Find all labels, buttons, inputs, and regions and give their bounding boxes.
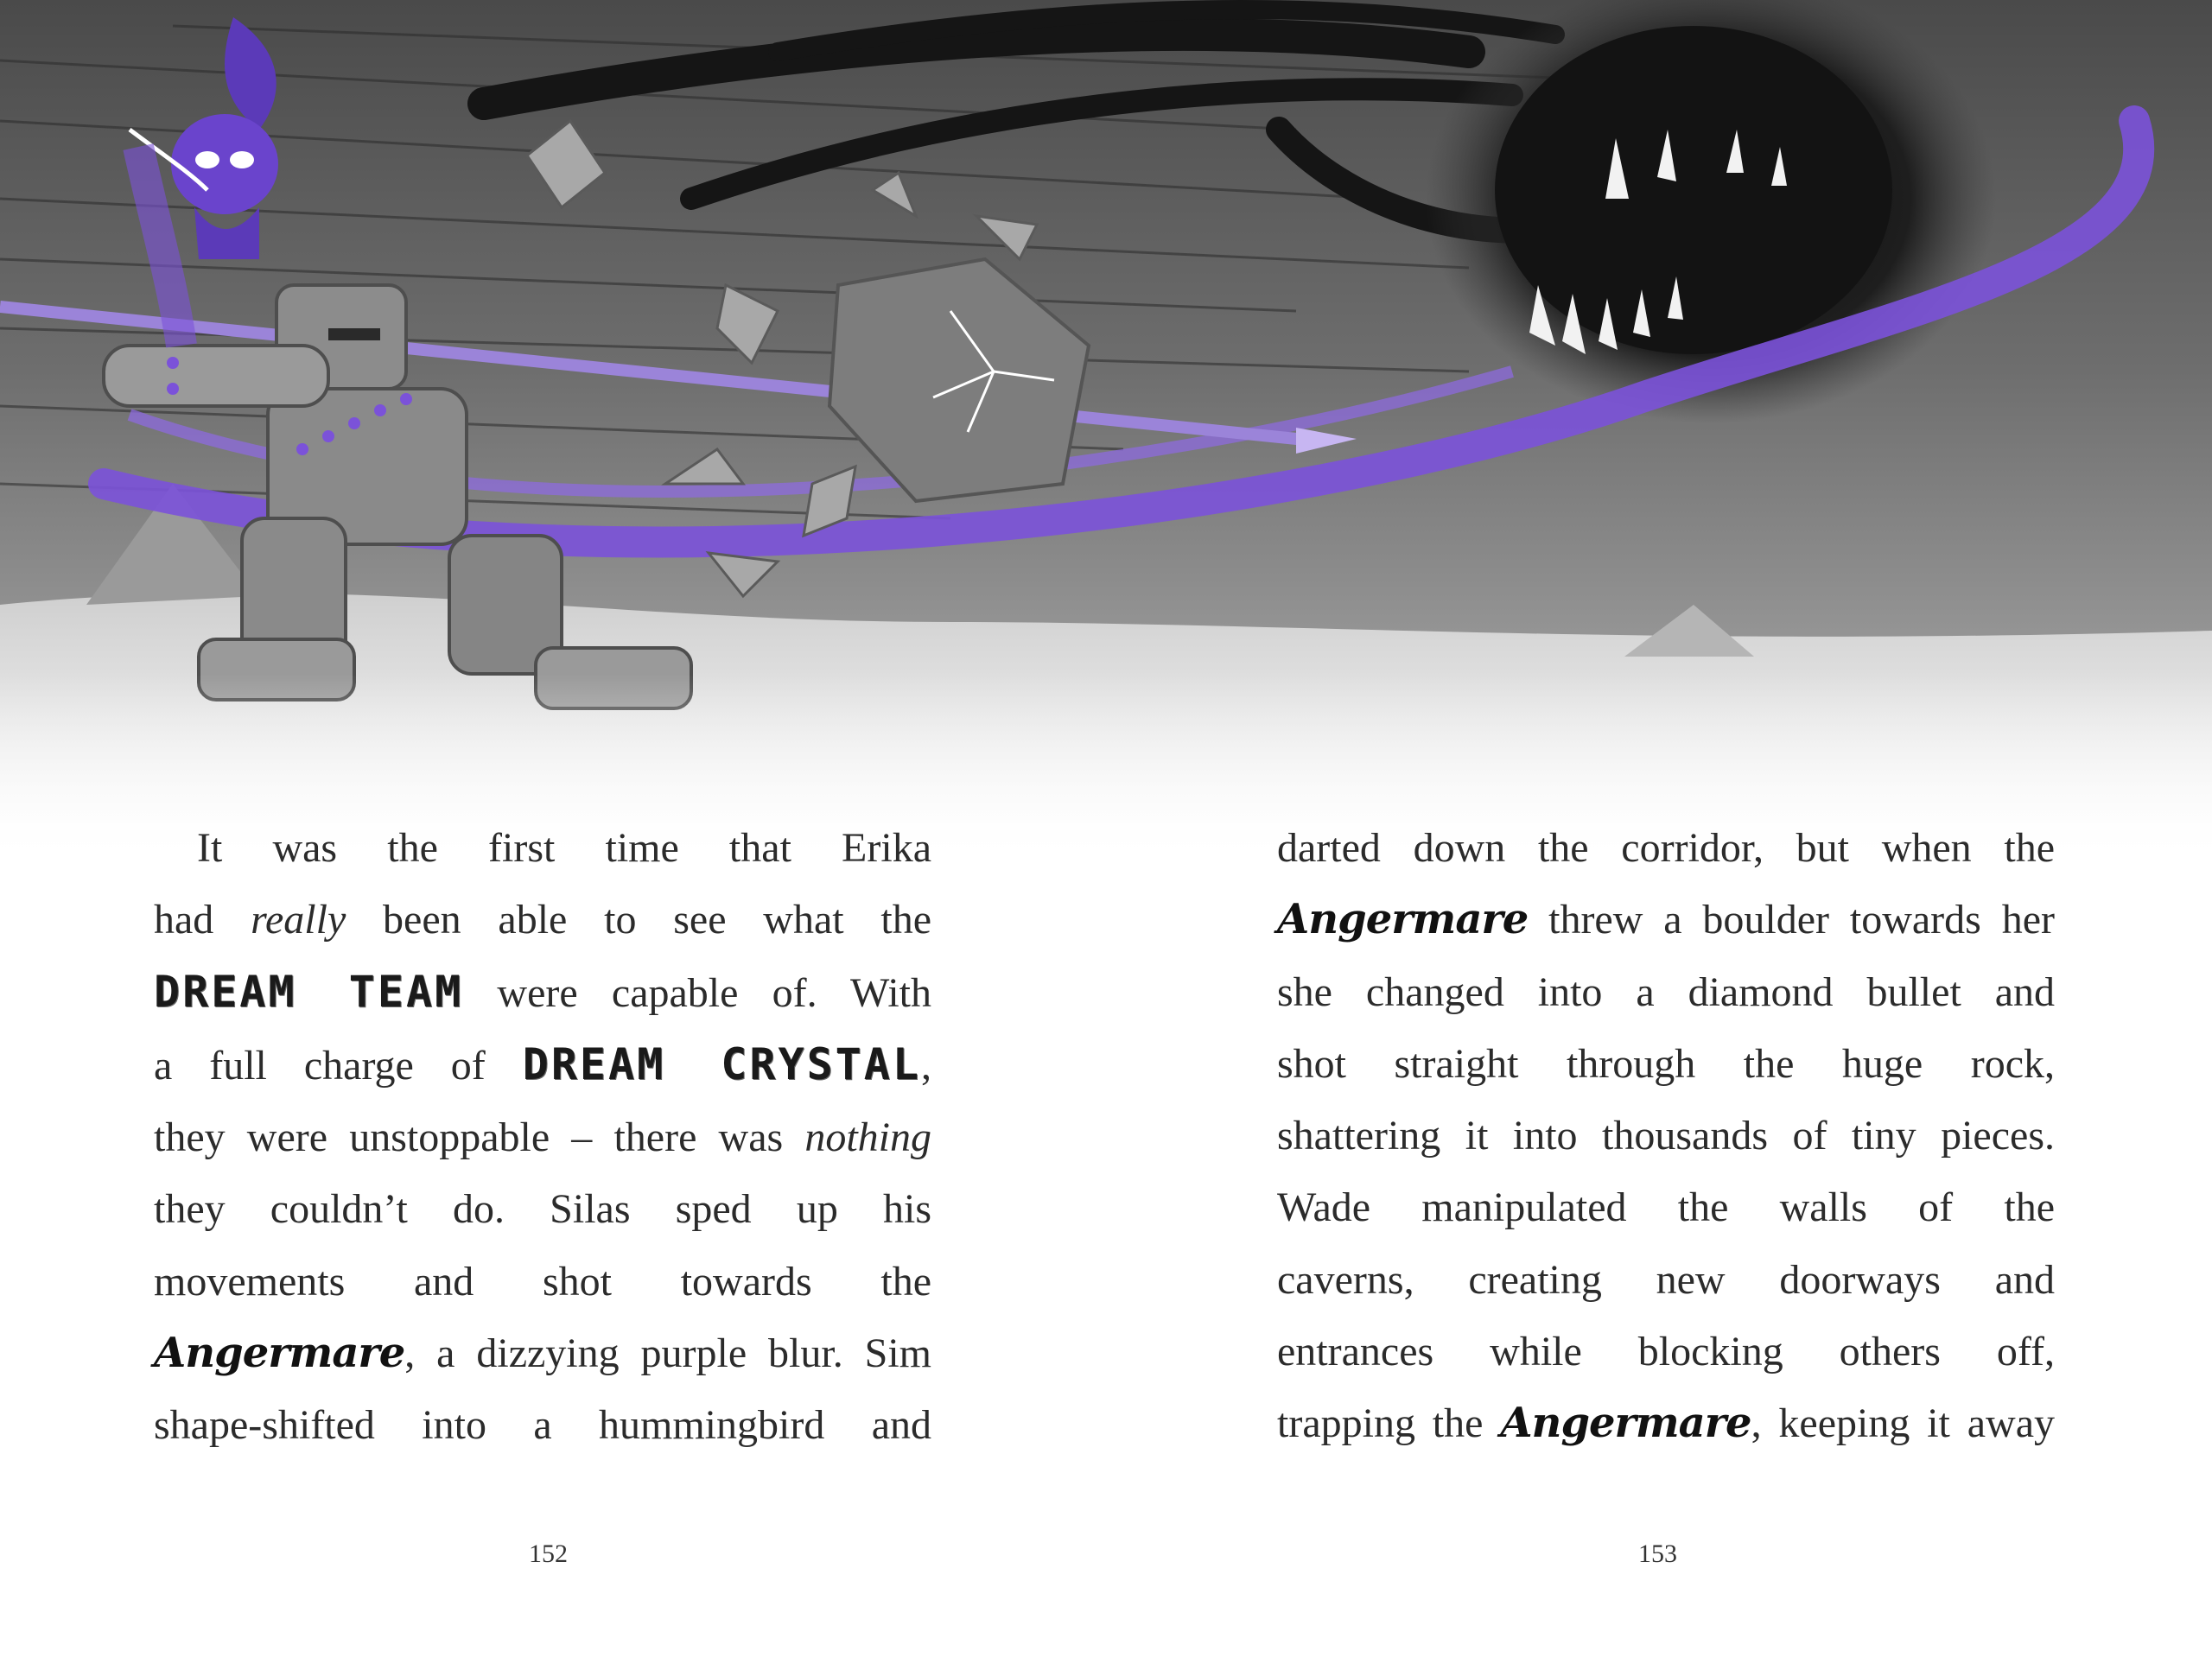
- body-text: they were unstoppable – there was: [154, 1114, 805, 1161]
- angermare-name: Angermare: [1277, 895, 1529, 944]
- body-text: they couldn’t do. Silas sped up his: [154, 1186, 931, 1233]
- body-text: movements and shot towards the: [154, 1258, 931, 1305]
- body-text: ,: [921, 1042, 931, 1089]
- body-text: a full charge of: [154, 1042, 523, 1089]
- angermare-name: Angermare: [1500, 1399, 1751, 1448]
- body-text: threw a boulder towards her: [1528, 897, 2055, 943]
- text-line: [154, 956, 931, 1029]
- body-text: were capable of. With: [463, 969, 932, 1016]
- text-line: [1277, 1387, 2055, 1459]
- text-line: [1277, 1100, 2055, 1171]
- page-number-left: 152: [529, 1540, 568, 1568]
- body-text: she changed into a diamond bullet and: [1277, 968, 2055, 1015]
- angermare-name: Angermare: [154, 1329, 405, 1378]
- body-text: shattering it into thousands of tiny pieces.: [1277, 1113, 2055, 1159]
- text-line: [154, 1246, 931, 1317]
- text-line: [154, 1389, 931, 1461]
- body-text: been able to see what the: [346, 897, 931, 943]
- text-line: [1277, 956, 2055, 1028]
- body-text: had: [154, 897, 251, 943]
- body-text: darted down the corridor, but when the: [1277, 825, 2055, 871]
- text-line: [1277, 884, 2055, 955]
- left-page: [154, 812, 931, 1462]
- text-line: [154, 884, 931, 955]
- body-text: , a dizzying purple blur. Sim: [404, 1330, 931, 1377]
- text-line: [1277, 812, 2055, 884]
- text-line: [1277, 1244, 2055, 1316]
- right-page: [1277, 812, 2055, 1460]
- body-text: Wade manipulated the walls of the: [1277, 1184, 2055, 1231]
- text-line: [1277, 1171, 2055, 1243]
- body-text: entrances while blocking others off,: [1277, 1329, 2055, 1375]
- shadow-monster-core: [1495, 26, 1892, 354]
- text-line: [154, 1101, 931, 1173]
- emphasis-text: nothing: [804, 1114, 931, 1161]
- body-text: , keeping it away: [1751, 1400, 2056, 1447]
- text-line: [1277, 1028, 2055, 1100]
- text-line: [154, 1029, 931, 1101]
- dream-team-wordmark: DREAM CRYSTAL: [522, 1038, 921, 1089]
- dream-team-wordmark: DREAM TEAM: [154, 966, 464, 1017]
- emphasis-text: really: [251, 897, 346, 943]
- body-text: shape-shifted into a hummingbird and: [154, 1402, 931, 1449]
- text-line: [1277, 1316, 2055, 1387]
- body-text: caverns, creating new doorways and: [1277, 1256, 2055, 1303]
- text-line: [154, 1173, 931, 1245]
- body-text: trapping the: [1277, 1400, 1501, 1447]
- right-page-text: [1277, 812, 2055, 1460]
- left-page-text: [154, 812, 931, 1462]
- page-number-right: 153: [1638, 1540, 1677, 1568]
- text-line: [154, 1317, 931, 1389]
- body-text: It was the first time that Erika: [197, 825, 931, 871]
- body-text: shot straight through the huge rock,: [1277, 1040, 2055, 1087]
- text-line: [154, 812, 931, 884]
